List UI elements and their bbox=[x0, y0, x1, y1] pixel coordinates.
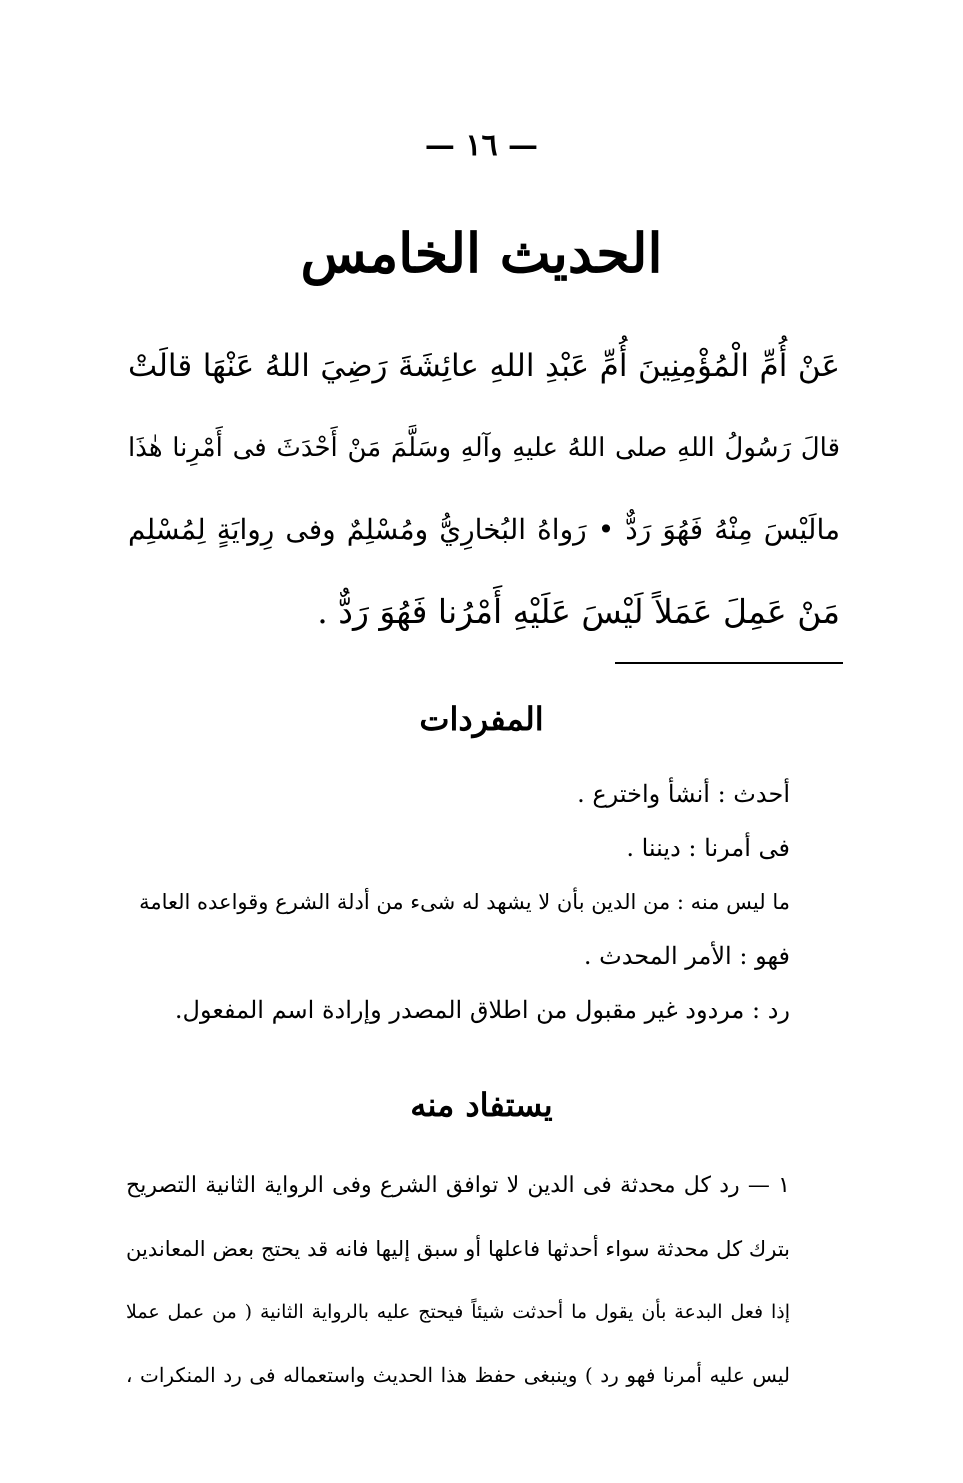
hadith-line: قالَ رَسُولُ اللهِ صلى اللهُ عليهِ وآلهِ وسَلَّمَ مَنْ أَحْدَثَ فى أَمْرِنا هٰذَا bbox=[128, 433, 840, 463]
vocabulary-item: فى أمرنا : ديننا . bbox=[626, 834, 790, 862]
section-divider bbox=[615, 662, 843, 664]
vocabulary-item: ما ليس منه : من الدين بأن لا يشهد له شىء من أدلة الشرع وقواعده العامة bbox=[139, 890, 790, 914]
hadith-text bbox=[128, 330, 840, 658]
page-number: — ١٦ — bbox=[424, 128, 539, 163]
vocabulary-item: أحدث : أنشأ واخترع . bbox=[577, 780, 790, 808]
hadith-line: مَنْ عَمِلَ عَمَلاً لَيْسَ عَلَيْهِ أَمْرُنا فَهُوَ رَدٌّ . bbox=[317, 592, 840, 631]
vocabulary-item: فهو : الأمر المحدث . bbox=[583, 942, 790, 970]
benefits-paragraph bbox=[126, 1160, 790, 1412]
hadith-line: عَنْ أُمِّ الْمُؤْمِنِينَ أُمِّ عَبْدِ اللهِ عائِشَةَ رَضِيَ اللهُ عَنْهَا قالَتْ bbox=[128, 348, 840, 384]
hadith-title: الحديث الخامس bbox=[300, 221, 663, 285]
hadith-line: مالَيْسَ مِنْهُ فَهُوَ رَدٌّ • رَواهُ البُخارِيُّ ومُسْلِمٌ وفى رِوايَةٍ لِمُسْلِم bbox=[128, 513, 840, 546]
benefit-line: ليس عليه أمرنا فهو رد ) وينبغى حفظ هذا الحديث واستعماله فى رد المنكرات ، bbox=[126, 1363, 790, 1387]
benefit-line: بترك كل محدثة سواء أحدثها فاعلها أو سبق إليها فانه قد يحتج بعض المعاندين bbox=[126, 1237, 790, 1261]
vocabulary-item: رد : مردود غير مقبول من اطلاق المصدر وإرادة اسم المفعول. bbox=[174, 996, 790, 1024]
vocabulary-heading: المفردات bbox=[419, 700, 544, 738]
vocabulary-list bbox=[130, 770, 790, 1040]
benefit-line: إذا فعل البدعة بأن يقول ما أحدثت شيئاً فيحتج عليه بالرواية الثانية ( من عمل عملا bbox=[126, 1301, 790, 1323]
benefits-heading: يستفاد منه bbox=[410, 1086, 553, 1124]
benefit-line: ١ — رد كل محدثة فى الدين لا توافق الشرع وفى الرواية الثانية التصريح bbox=[126, 1173, 790, 1198]
